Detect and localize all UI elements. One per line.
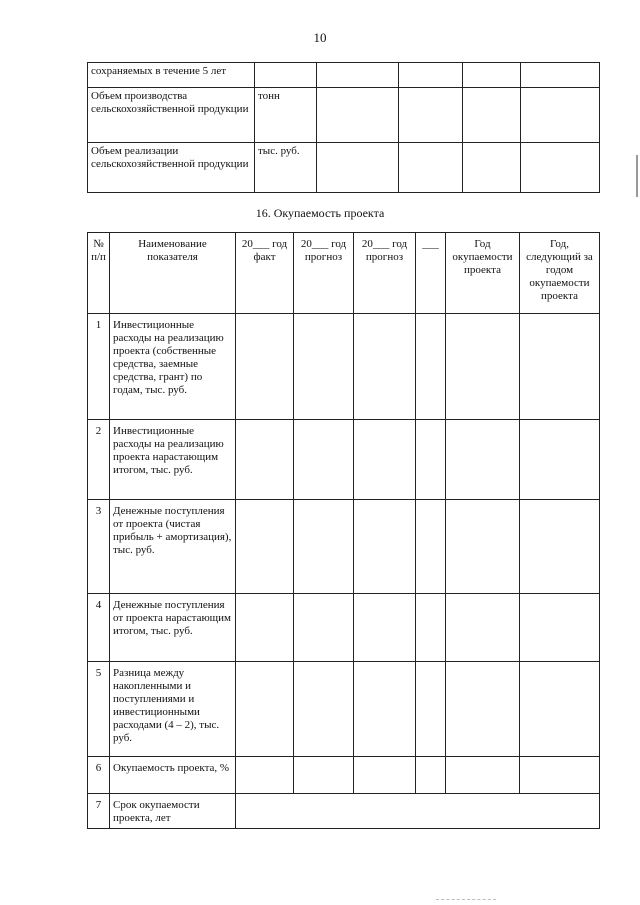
table-row (88, 88, 600, 143)
value-cell (463, 63, 521, 88)
table-row (88, 662, 600, 757)
row-label: Разница между накопленными и поступлениями и инвестиционными расходами (4 – 2), тыс. руб. (110, 662, 236, 757)
row-number: 1 (88, 314, 110, 420)
page-number: 10 (313, 30, 327, 45)
value-cell (520, 662, 600, 757)
row-label: Денежные поступления от проекта нарастающим итогом, тыс. руб. (110, 594, 236, 662)
value-cell (236, 420, 294, 500)
value-cell (416, 662, 446, 757)
table-row (88, 594, 600, 662)
value-cell (520, 314, 600, 420)
value-cell (416, 314, 446, 420)
row-label: Срок окупаемости проекта, лет (110, 794, 236, 829)
value-cell (416, 500, 446, 594)
scan-artifact (436, 899, 496, 901)
table-row (88, 420, 600, 500)
value-cell (399, 63, 463, 88)
unit-cell (255, 63, 317, 88)
value-cell (446, 594, 520, 662)
table-row (88, 63, 600, 88)
header-blank: ___ (416, 233, 446, 314)
row-label: Инвестиционные расходы на реализацию проекта (собственные средства, заемные средства, грант) по годам, тыс. руб. (110, 314, 236, 420)
value-cell (520, 594, 600, 662)
scan-edge-mark (636, 155, 638, 197)
value-cell (520, 420, 600, 500)
value-cell (446, 662, 520, 757)
table-header-row (88, 233, 600, 314)
value-cell (294, 420, 354, 500)
value-cell (236, 500, 294, 594)
value-cell (354, 662, 416, 757)
value-cell (399, 88, 463, 143)
header-year-forecast-2: 20___ год прогноз (354, 233, 416, 314)
table-row (88, 143, 600, 193)
unit-cell: тонн (255, 88, 317, 143)
value-cell (317, 88, 399, 143)
row-label: Объем реализации сельскохозяйственной продукции (88, 143, 255, 193)
header-payback-year: Год окупаемости проекта (446, 233, 520, 314)
header-year-forecast-1: 20___ год прогноз (294, 233, 354, 314)
value-cell (399, 143, 463, 193)
header-num: № п/п (88, 233, 110, 314)
row-label: Денежные поступления от проекта (чистая прибыль + амортизация), тыс. руб. (110, 500, 236, 594)
value-cell (317, 63, 399, 88)
section-title: 16. Окупаемость проекта (255, 206, 385, 220)
row-number: 5 (88, 662, 110, 757)
value-cell (463, 143, 521, 193)
value-cell (294, 594, 354, 662)
value-cell (446, 420, 520, 500)
value-cell (317, 143, 399, 193)
merged-value-cell (236, 794, 600, 829)
value-cell (236, 662, 294, 757)
value-cell (294, 500, 354, 594)
value-cell (521, 143, 600, 193)
value-cell (354, 314, 416, 420)
value-cell (354, 594, 416, 662)
value-cell (354, 757, 416, 794)
header-name: Наименование показателя (110, 233, 236, 314)
value-cell (446, 314, 520, 420)
value-cell (463, 88, 521, 143)
value-cell (236, 757, 294, 794)
row-number: 2 (88, 420, 110, 500)
value-cell (416, 757, 446, 794)
value-cell (354, 500, 416, 594)
value-cell (446, 500, 520, 594)
unit-cell: тыс. руб. (255, 143, 317, 193)
value-cell (520, 757, 600, 794)
value-cell (294, 314, 354, 420)
table-row (88, 794, 600, 829)
table-row (88, 757, 600, 794)
row-label: Окупаемость проекта, % (110, 757, 236, 794)
value-cell (520, 500, 600, 594)
row-number: 3 (88, 500, 110, 594)
value-cell (416, 594, 446, 662)
row-label: Инвестиционные расходы на реализацию проекта нарастающим итогом, тыс. руб. (110, 420, 236, 500)
header-year-fact: 20___ год факт (236, 233, 294, 314)
row-number: 7 (88, 794, 110, 829)
table-row (88, 314, 600, 420)
value-cell (521, 63, 600, 88)
value-cell (446, 757, 520, 794)
value-cell (236, 314, 294, 420)
row-number: 4 (88, 594, 110, 662)
value-cell (416, 420, 446, 500)
row-number: 6 (88, 757, 110, 794)
row-label: сохраняемых в течение 5 лет (88, 63, 255, 88)
value-cell (354, 420, 416, 500)
header-next-year: Год, следующий за годом окупаемости проекта (520, 233, 600, 314)
payback-table (87, 232, 600, 829)
row-label: Объем производства сельскохозяйственной продукции (88, 88, 255, 143)
production-table (87, 62, 600, 193)
table-row (88, 500, 600, 594)
value-cell (294, 757, 354, 794)
value-cell (521, 88, 600, 143)
value-cell (236, 594, 294, 662)
value-cell (294, 662, 354, 757)
